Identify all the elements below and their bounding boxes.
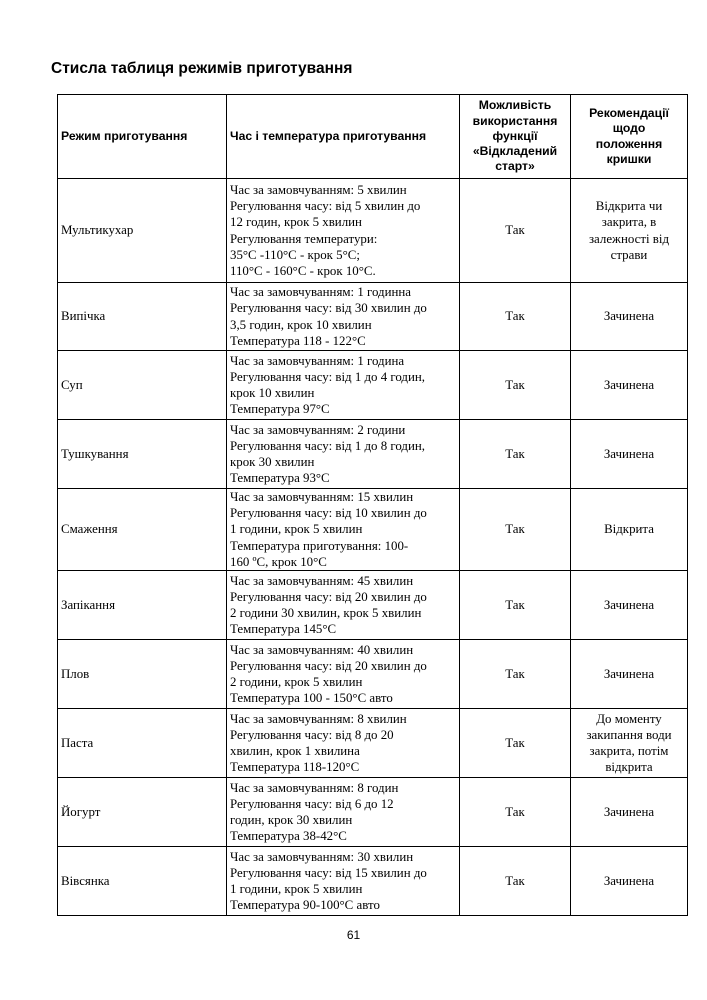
delayed-start-value: Так — [460, 179, 571, 283]
lid-position-cell — [571, 283, 688, 351]
mode-name: Суп — [58, 351, 227, 420]
time-line: Час за замовчуванням: 2 години — [230, 422, 406, 437]
lid-position-cell — [571, 489, 688, 571]
time-temperature-cell — [227, 571, 460, 640]
time-line: Час за замовчуванням: 1 година — [230, 353, 405, 368]
time-line: крок 30 хвилин — [230, 455, 315, 469]
lid-position-cell — [571, 709, 688, 778]
delayed-start-value: Так — [460, 420, 571, 489]
time-line: Регулювання часу: від 5 хвилин до — [230, 199, 421, 214]
time-line: Температура приготування: 100- — [230, 538, 409, 553]
time-line: 1 години, крок 5 хвилин — [230, 882, 363, 897]
time-line: Час за замовчуванням: 5 хвилин — [230, 182, 407, 197]
time-line: Регулювання часу: від 15 хвилин до — [230, 865, 427, 880]
time-line: Час за замовчуванням: 1 годинна — [230, 285, 412, 300]
delayed-start-value: Так — [460, 778, 571, 847]
time-line: Регулювання часу: від 20 хвилин до — [230, 658, 427, 673]
lid-line: Зачинена — [603, 666, 655, 681]
cooking-modes-table — [57, 94, 688, 916]
time-line: Час за замовчуванням: 40 хвилин — [230, 642, 414, 657]
time-temperature-cell — [227, 778, 460, 847]
table-row — [58, 709, 688, 778]
lid-line: До моменту — [596, 711, 662, 726]
time-line: крок 10 хвилин — [230, 386, 315, 400]
time-line: Регулювання температури: — [230, 231, 378, 246]
header-time-temperature: Час і температура приготування — [227, 95, 460, 179]
lid-position-cell — [571, 571, 688, 640]
header-mode: Режим приготування — [58, 95, 227, 179]
time-temperature-cell — [227, 283, 460, 351]
time-temperature-cell — [227, 640, 460, 709]
lid-position-cell — [571, 179, 688, 283]
time-line: 2 години 30 хвилин, крок 5 хвилин — [230, 606, 422, 621]
header-lid-position: Рекомендації щодо положення кришки — [571, 95, 688, 179]
time-line: Регулювання часу: від 6 до 12 — [230, 796, 394, 811]
table-row — [58, 571, 688, 640]
lid-line: Відкрита — [604, 522, 654, 537]
mode-name: Мультикухар — [58, 179, 227, 283]
time-line: Температура 97°C — [230, 402, 330, 417]
lid-position-cell — [571, 351, 688, 420]
time-line: Температура 118 - 122°C — [230, 333, 366, 348]
table-row — [58, 351, 688, 420]
table-row — [58, 847, 688, 916]
mode-name: Смаження — [58, 489, 227, 571]
time-line: 2 години, крок 5 хвилин — [230, 675, 363, 690]
lid-line: Зачинена — [603, 597, 655, 612]
time-line: Регулювання часу: від 10 хвилин до — [230, 506, 427, 521]
lid-line: Зачинена — [603, 309, 655, 324]
table-header-row — [58, 95, 688, 179]
time-line: Час за замовчуванням: 8 хвилин — [230, 711, 407, 726]
lid-line: страви — [610, 247, 648, 262]
time-line: Регулювання часу: від 1 до 8 годин, — [230, 438, 426, 453]
mode-name: Плов — [58, 640, 227, 709]
delayed-start-value: Так — [460, 709, 571, 778]
mode-name: Паста — [58, 709, 227, 778]
page-title: Стисла таблиця режимів приготування — [51, 60, 353, 77]
time-line: годин, крок 30 хвилин — [230, 813, 353, 828]
time-line: Регулювання часу: від 8 до 20 — [230, 727, 394, 742]
table-row — [58, 640, 688, 709]
lid-line: Зачинена — [603, 804, 655, 819]
time-line: 35°C -110°C - крок 5°C; — [230, 247, 360, 262]
time-temperature-cell — [227, 847, 460, 916]
time-line: Час за замовчуванням: 8 годин — [230, 780, 399, 795]
time-line: Температура 118-120°C — [230, 760, 360, 775]
time-line: Час за замовчуванням: 30 хвилин — [230, 849, 414, 864]
lid-line: Зачинена — [603, 446, 655, 461]
mode-name: Випічка — [58, 283, 227, 351]
time-line: Регулювання часу: від 30 хвилин до — [230, 301, 427, 316]
lid-position-cell — [571, 420, 688, 489]
delayed-start-value: Так — [460, 847, 571, 916]
table-row — [58, 283, 688, 351]
time-temperature-cell — [227, 489, 460, 571]
delayed-start-value: Так — [460, 283, 571, 351]
lid-line: закрита, потім — [589, 744, 669, 759]
time-line: 160 ºC, крок 10°C — [230, 554, 327, 569]
time-line: хвилин, крок 1 хвилина — [230, 744, 360, 759]
time-line: Температура 90-100°C авто — [230, 898, 380, 913]
lid-line: відкрита — [605, 760, 653, 775]
lid-line: Зачинена — [603, 873, 655, 888]
time-line: Регулювання часу: від 1 до 4 годин, — [230, 369, 426, 384]
time-line: Температура 93°C — [230, 471, 330, 486]
table-row — [58, 420, 688, 489]
lid-line: закипання води — [586, 727, 672, 742]
time-line: 110°C - 160°C - крок 10°C. — [230, 263, 376, 278]
delayed-start-value: Так — [460, 351, 571, 420]
time-line: 3,5 годин, крок 10 хвилин — [230, 317, 372, 332]
time-temperature-cell — [227, 179, 460, 283]
page-number: 61 — [346, 928, 361, 942]
lid-line: закрита, в — [601, 215, 657, 230]
lid-line: Відкрита чи — [595, 199, 663, 214]
mode-name: Йогурт — [58, 778, 227, 847]
time-temperature-cell — [227, 351, 460, 420]
time-line: Температура 38-42°C — [230, 829, 347, 844]
table-row — [58, 489, 688, 571]
time-line: Час за замовчуванням: 45 хвилин — [230, 573, 414, 588]
lid-line: залежності від — [588, 231, 670, 246]
lid-position-cell — [571, 847, 688, 916]
lid-position-cell — [571, 640, 688, 709]
delayed-start-value: Так — [460, 571, 571, 640]
time-line: Температура 145°C — [230, 622, 337, 637]
lid-line: Зачинена — [603, 377, 655, 392]
time-line: 1 години, крок 5 хвилин — [230, 522, 363, 537]
delayed-start-value: Так — [460, 640, 571, 709]
table-row — [58, 179, 688, 283]
header-delayed-start: Можливість використання функції «Відкладений старт» — [460, 95, 571, 179]
mode-name: Запікання — [58, 571, 227, 640]
mode-name: Тушкування — [58, 420, 227, 489]
time-line: Температура 100 - 150°C авто — [230, 691, 393, 706]
time-temperature-cell — [227, 709, 460, 778]
time-line: 12 годин, крок 5 хвилин — [230, 215, 362, 230]
time-temperature-cell — [227, 420, 460, 489]
table-row — [58, 778, 688, 847]
time-line: Регулювання часу: від 20 хвилин до — [230, 589, 427, 604]
mode-name: Вівсянка — [58, 847, 227, 916]
time-line: Час за замовчуванням: 15 хвилин — [230, 490, 414, 504]
lid-position-cell — [571, 778, 688, 847]
delayed-start-value: Так — [460, 489, 571, 571]
